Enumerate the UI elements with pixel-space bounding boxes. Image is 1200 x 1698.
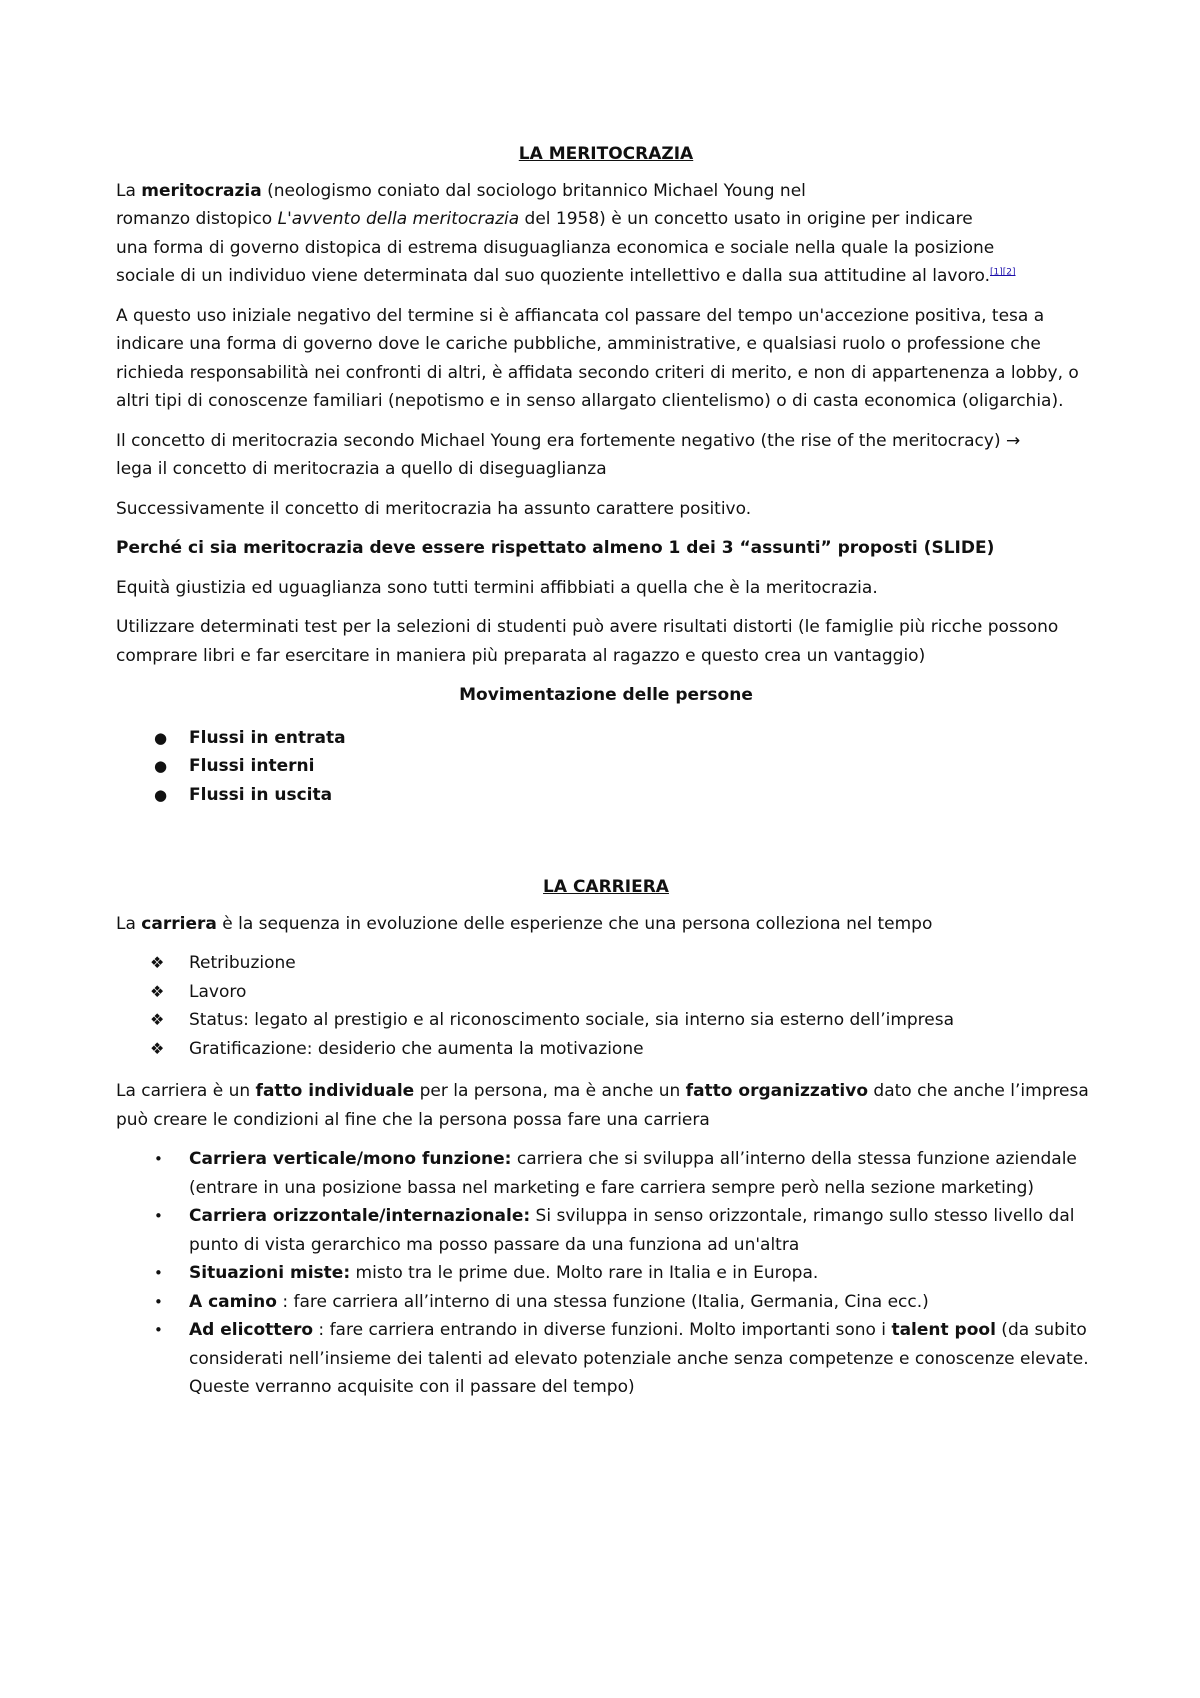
paragraph-assumptions: Perché ci sia meritocrazia deve essere rispettato almeno 1 dei 3 “assunti” proposti (SLIDE) bbox=[116, 538, 995, 558]
subheading-movimentazione: Movimentazione delle persone bbox=[459, 685, 753, 705]
bullet-icon: • bbox=[154, 1150, 163, 1168]
list-item: ● Flussi interni bbox=[116, 752, 1096, 781]
list-item: • Situazioni miste: misto tra le prime due. Molto rare in Italia e in Europa. bbox=[116, 1259, 1096, 1288]
paragraph-successively: Successivamente il concetto di meritocrazia ha assunto carattere positivo. bbox=[116, 498, 752, 519]
bullet-icon: • bbox=[154, 1321, 163, 1339]
list-item: ❖ Lavoro bbox=[116, 978, 1096, 1007]
book-title: L'avvento della meritocrazia bbox=[277, 209, 520, 229]
list-item: ❖ Gratificazione: desiderio che aumenta la motivazione bbox=[116, 1035, 1096, 1064]
carriera-aspects-list bbox=[116, 949, 1096, 1063]
list-item: ❖ Retribuzione bbox=[116, 949, 1096, 978]
bullet-icon: ● bbox=[154, 728, 168, 747]
list-item: ● Flussi in uscita bbox=[116, 781, 1096, 810]
bullet-icon: • bbox=[154, 1207, 163, 1225]
section-title-carriera: LA CARRIERA bbox=[543, 877, 669, 897]
paragraph-tests: Utilizzare determinati test per la selezioni di studenti può avere risultati distorti (le famiglie più ricche possono comprare libri e far esercitare in maniera più preparata al ragazzo e questo crea un vantaggio) bbox=[116, 617, 1059, 666]
list-item: • Carriera verticale/mono funzione: carriera che si sviluppa all’interno della stessa funzione aziendale (entrare in una posizione bassa nel marketing e fare carriera sempre però nella sezione marketing) bbox=[116, 1145, 1096, 1202]
diamond-bullet-icon: ❖ bbox=[150, 981, 165, 1001]
term-carriera: carriera bbox=[141, 913, 217, 934]
paragraph-individual-organizational: La carriera è un fatto individuale per la persona, ma è anche un fatto organizzativo dato che anche l’impresa può creare le condizioni al fine che la persona possa fare una carriera bbox=[116, 1081, 1089, 1130]
carriera-types-list bbox=[116, 1145, 1096, 1402]
paragraph-equity: Equità giustizia ed uguaglianza sono tutti termini affibbiati a quella che è la meritocrazia. bbox=[116, 577, 878, 598]
bullet-icon: • bbox=[154, 1264, 163, 1282]
list-item: ● Flussi in entrata bbox=[116, 724, 1096, 753]
list-item: • Ad elicottero : fare carriera entrando in diverse funzioni. Molto importanti sono i talent pool (da subito considerati nell’insieme dei talenti ad elevato potenziale anche senza competenze e conoscenze elevate. Queste verranno acquisite con il passare del tempo) bbox=[116, 1316, 1096, 1402]
paragraph-young-concept: Il concetto di meritocrazia secondo Michael Young era fortemente negativo (the rise of the meritocracy) → lega il concetto di meritocrazia a quello di diseguaglianza bbox=[116, 430, 1021, 479]
section-title-meritocrazia: LA MERITOCRAZIA bbox=[518, 144, 694, 164]
list-item: • A camino : fare carriera all’interno di una stessa funzione (Italia, Germania, Cina ecc.) bbox=[116, 1288, 1096, 1317]
arrow-right-icon: → bbox=[1006, 430, 1021, 451]
bullet-icon: ● bbox=[154, 757, 168, 775]
reference-link[interactable]: [1][2] bbox=[990, 267, 1016, 278]
list-item: ❖ Status: legato al prestigio e al riconoscimento sociale, sia interno sia esterno dell’impresa bbox=[116, 1006, 1096, 1035]
bullet-icon: ● bbox=[154, 785, 168, 804]
paragraph-positive-meaning: A questo uso iniziale negativo del termine si è affiancata col passare del tempo un'accezione positiva, tesa a indicare una forma di governo dove le cariche pubbliche, amministrative, e qualsiasi ruolo o professione che richieda responsabilità nei confronti di altri, è affidata secondo criteri di merito, e non di appartenenza a lobby, o altri tipi di conoscenze familiari (nepotismo e in senso allargato clientelismo) o di casta economica (oligarchia). bbox=[116, 305, 1079, 411]
list-item: • Carriera orizzontale/internazionale: Si sviluppa in senso orizzontale, rimango sullo stesso livello dal punto di vista gerarchico ma posso passare da una funziona ad un'altra bbox=[116, 1202, 1096, 1259]
flussi-list bbox=[116, 724, 1096, 810]
diamond-bullet-icon: ❖ bbox=[150, 1038, 165, 1058]
document-page bbox=[116, 140, 1096, 1416]
paragraph-carriera-definition: La carriera è la sequenza in evoluzione delle esperienze che una persona colleziona nel tempo bbox=[116, 913, 933, 934]
diamond-bullet-icon: ❖ bbox=[150, 1010, 165, 1029]
term-meritocrazia: meritocrazia bbox=[141, 180, 262, 201]
diamond-bullet-icon: ❖ bbox=[150, 953, 165, 972]
bullet-icon: • bbox=[154, 1292, 163, 1311]
paragraph-definition: La meritocrazia (neologismo coniato dal sociologo britannico Michael Young nel romanzo distopico L'avvento della meritocrazia del 1958) è un concetto usato in origine per indicare una forma di governo distopica di estrema disuguaglianza economica e sociale nella quale la posizione sociale di un individuo viene determinata dal suo quoziente intellettivo e dalla sua attitudine al lavoro.[1][2] bbox=[116, 180, 1016, 286]
